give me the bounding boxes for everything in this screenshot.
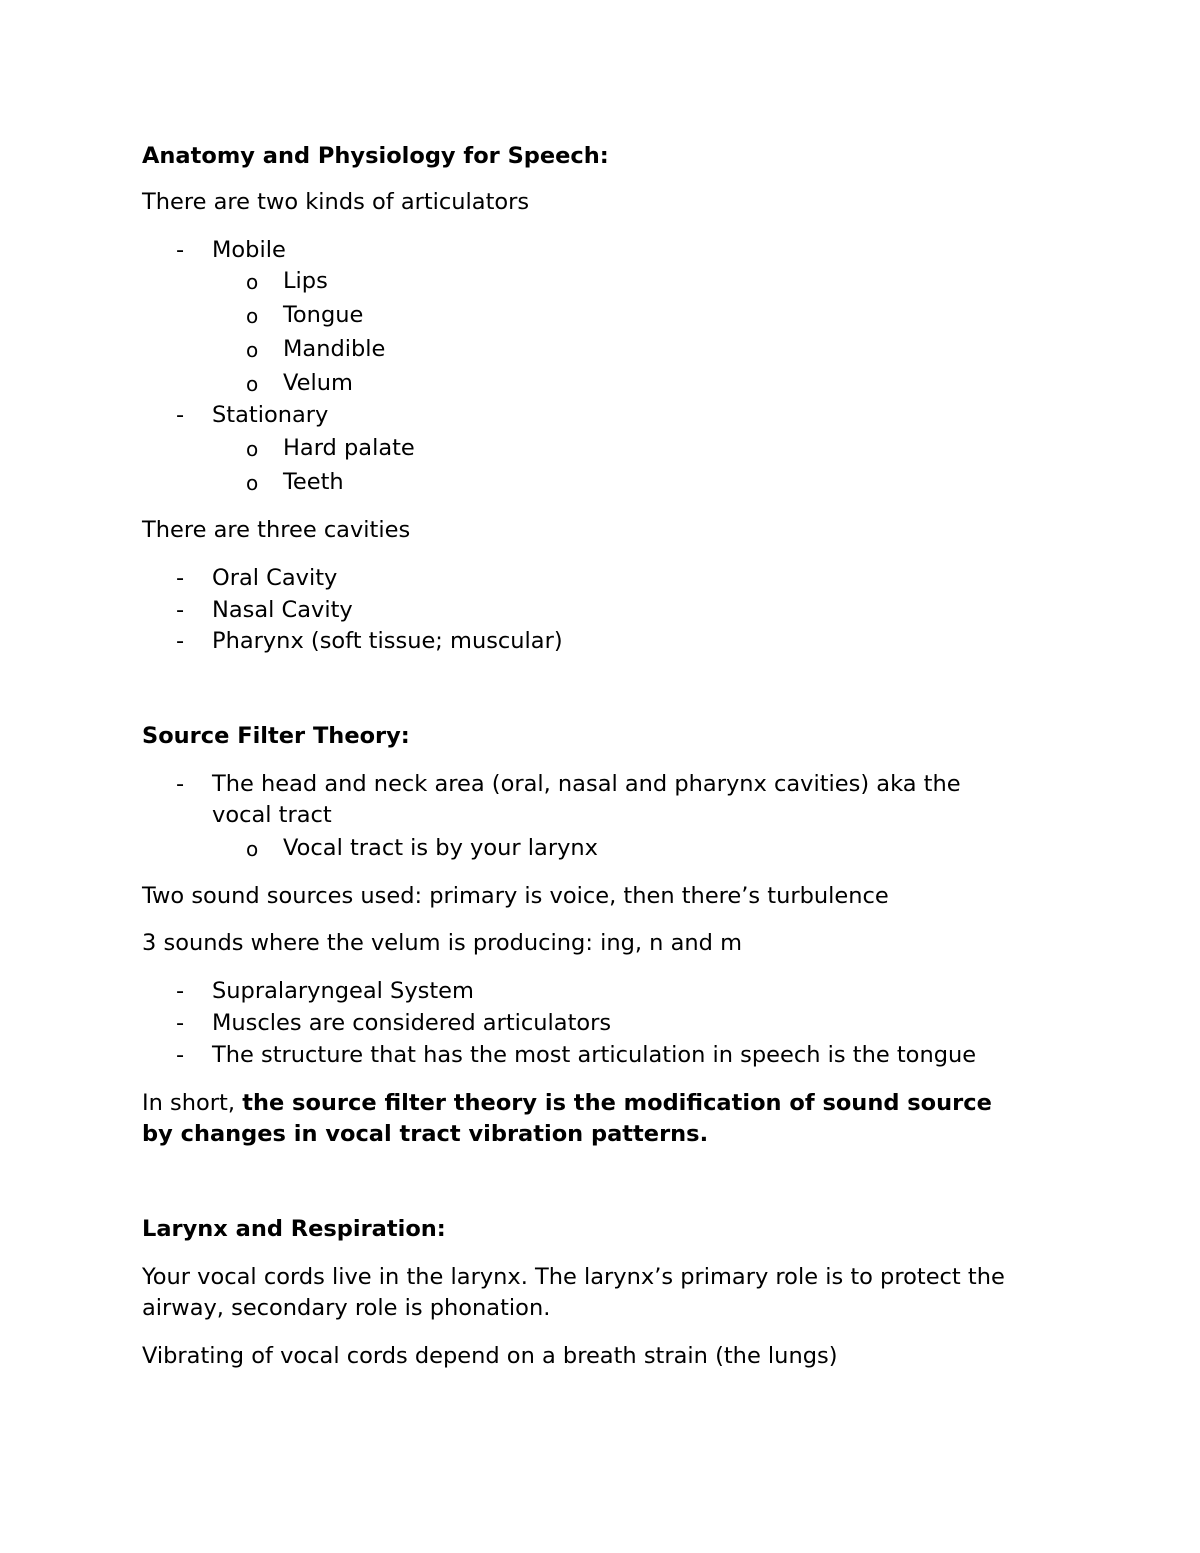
paragraph-cavities-intro: There are three cavities <box>142 517 411 543</box>
paragraph-larynx-line1: Your vocal cords live in the larynx. The larynx’s primary role is to protect the <box>142 1264 1005 1290</box>
list-item: Vocal tract is by your larynx <box>283 835 598 861</box>
bullet-circle: o <box>246 471 259 495</box>
bullet-dash: - <box>176 628 185 654</box>
list-item: Supralaryngeal System <box>212 978 474 1004</box>
paragraph-articulators-intro: There are two kinds of articulators <box>142 189 530 215</box>
bullet-circle: o <box>246 270 259 294</box>
list-item: Oral Cavity <box>212 565 338 591</box>
heading-source-filter: Source Filter Theory: <box>142 723 410 749</box>
list-item: Tongue <box>283 302 364 328</box>
summary-prefix: In short, <box>142 1090 243 1116</box>
paragraph-summary-line1 <box>142 1090 992 1116</box>
list-item: Muscles are considered articulators <box>212 1010 612 1036</box>
bullet-dash: - <box>176 978 185 1004</box>
bullet-dash: - <box>176 771 185 797</box>
summary-bold: the source filter theory is the modification of sound source <box>242 1090 992 1116</box>
list-item: Hard palate <box>283 435 415 461</box>
paragraph-vibrating: Vibrating of vocal cords depend on a breath strain (the lungs) <box>142 1343 838 1369</box>
list-item: Mandible <box>283 336 386 362</box>
list-item-stationary: Stationary <box>212 402 329 428</box>
list-item: Lips <box>283 268 328 294</box>
paragraph-larynx-line2: airway, secondary role is phonation. <box>142 1295 551 1321</box>
bullet-dash: - <box>176 402 185 428</box>
list-item: The structure that has the most articulation in speech is the tongue <box>212 1042 977 1068</box>
bullet-circle: o <box>246 372 259 396</box>
list-item-line2: vocal tract <box>212 802 332 828</box>
list-item: Teeth <box>283 469 344 495</box>
bullet-dash: - <box>176 1042 185 1068</box>
list-item: Velum <box>283 370 353 396</box>
bullet-circle: o <box>246 304 259 328</box>
bullet-circle: o <box>246 837 259 861</box>
bullet-dash: - <box>176 1010 185 1036</box>
bullet-dash: - <box>176 237 185 263</box>
paragraph-summary-line2: by changes in vocal tract vibration patterns. <box>142 1121 709 1147</box>
heading-anatomy: Anatomy and Physiology for Speech: <box>142 143 609 169</box>
bullet-circle: o <box>246 338 259 362</box>
paragraph-velum-sounds: 3 sounds where the velum is producing: ing, n and m <box>142 930 742 956</box>
bullet-dash: - <box>176 597 185 623</box>
bullet-circle: o <box>246 437 259 461</box>
paragraph-sound-sources: Two sound sources used: primary is voice, then there’s turbulence <box>142 883 889 909</box>
list-item-mobile: Mobile <box>212 237 286 263</box>
heading-larynx: Larynx and Respiration: <box>142 1216 446 1242</box>
list-item-line1: The head and neck area (oral, nasal and pharynx cavities) aka the <box>212 771 961 797</box>
list-item: Nasal Cavity <box>212 597 353 623</box>
list-item: Pharynx (soft tissue; muscular) <box>212 628 563 654</box>
bullet-dash: - <box>176 565 185 591</box>
